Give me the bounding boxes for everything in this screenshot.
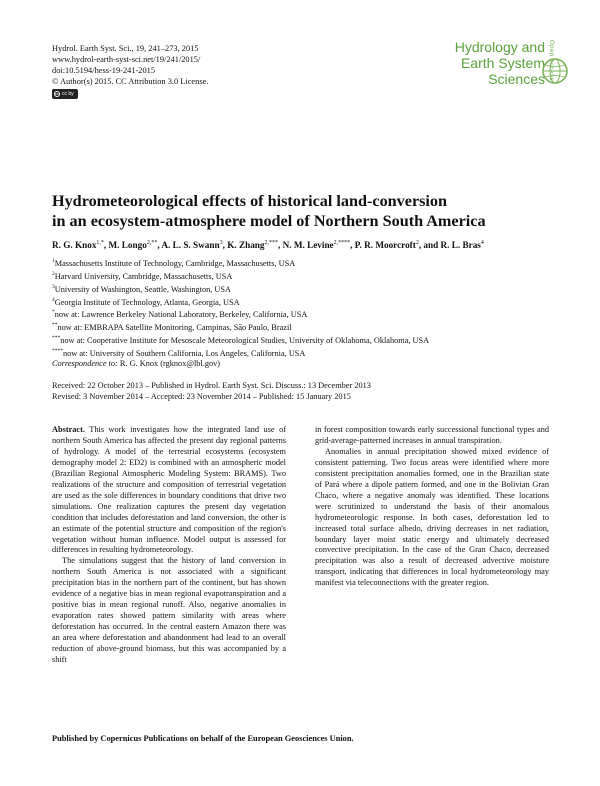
author-name: M. Longo: [108, 240, 147, 251]
journal-name-line-2: Earth System: [460, 55, 545, 71]
affiliation: [52, 269, 429, 282]
affiliation-text: University of Washington, Seattle, Washington, USA: [54, 284, 232, 294]
affiliation-mark: **: [52, 322, 58, 329]
author-mark: 2,****: [333, 240, 351, 246]
globe-icon: [540, 56, 570, 86]
author-name: R. L. Bras: [440, 240, 481, 251]
affiliation-mark: ***: [52, 335, 61, 342]
journal-meta: [52, 43, 208, 99]
cc-license-badge[interactable]: [52, 89, 78, 99]
affiliation-mark: 3: [52, 283, 55, 290]
author-name: N. M. Levine: [282, 240, 334, 251]
cc-icon: cc: [55, 91, 59, 96]
open-access-label: Open Access: [548, 40, 554, 81]
author-name: P. R. Moorcroft: [354, 240, 416, 251]
author-mark: 1,*: [96, 240, 104, 246]
author-mark: 3: [219, 240, 223, 246]
author-mark: 2,**: [146, 240, 158, 246]
revised-line: Revised: 3 November 2014 – Accepted: 23 November 2014 – Published: 15 January 2015: [52, 392, 351, 401]
affiliation: [52, 320, 429, 333]
affiliation-mark: 2: [52, 270, 55, 277]
affiliation-text: Harvard University, Cambridge, Massachusetts, USA: [54, 271, 233, 281]
copyright: © Author(s) 2015. CC Attribution 3.0 License.: [52, 77, 209, 86]
abstract-paragraph-2: The simulations suggest that the history of land conversion in northern South America is not associated with a significant precipitation bias in the northern part of the continent, but has shown evidence of a negative bias in mean regional evapotranspiration and a positive bias in mean regional runoff. Also, negative anomalies in evaporation rates showed pattern similarity with areas where deforestation has occurred. In the central eastern Amazon there was an area where deforestation and abandonment had lead to an overall reduction of above-ground biomass, but this was accompanied by a shift: [52, 556, 286, 665]
author-mark: 4: [480, 240, 484, 246]
journal-name-line-1: Hydrology and: [454, 39, 545, 55]
paper-title: [52, 191, 552, 231]
right-column: [315, 425, 549, 589]
affiliation-text: Massachusetts Institute of Technology, Cambridge, Massachusetts, USA: [54, 258, 296, 268]
cc-badge-text: cc by: [62, 90, 74, 97]
correspondence-label: Correspondence to:: [52, 359, 118, 368]
author-name: K. Zhang: [227, 240, 265, 251]
author-name: R. G. Knox: [52, 240, 97, 251]
affiliation-mark: *: [52, 309, 55, 316]
received-line: Received: 22 October 2013 – Published in Hydrol. Earth Syst. Sci. Discuss.: 13 December 2013: [52, 381, 371, 390]
affiliation: [52, 307, 429, 320]
affiliation-mark: 4: [52, 296, 55, 303]
affiliation: [52, 256, 429, 269]
publisher-footer: Published by Copernicus Publications on behalf of the European Geosciences Union.: [52, 734, 354, 743]
publication-dates: [52, 380, 371, 402]
left-column: [52, 425, 286, 666]
abstract-paragraph-3: in forest composition towards early successional functional types and grid-average-patterned increases in annual transpiration.: [315, 425, 549, 445]
correspondence: [52, 359, 220, 368]
correspondence-contact[interactable]: R. G. Knox (rgknox@lbl.gov): [119, 359, 221, 368]
journal-logo-text: [455, 39, 545, 87]
affiliation: [52, 346, 429, 359]
citation: Hydrol. Earth Syst. Sci., 19, 241–273, 2015: [52, 44, 199, 53]
affiliation-text: now at: Lawrence Berkeley National Laboratory, Berkeley, California, USA: [54, 310, 308, 320]
affiliation-list: [52, 256, 429, 359]
abstract-paragraph-4: Anomalies in annual precipitation showed mixed evidence of consistent patterning. Two focus areas were identified where more consistent precipitation anomalies formed, one in the Brazilian state of Pará where a dipole pattern formed, and one in the Bolivian Gran Chaco, where a negative anomaly was identified. These locations were scrutinized to understand the basis of their anomalous hydrometeorologic response. In both cases, deforestation led to increased total surface albedo, driving decreases in net radiation, boundary layer moist static energy and ultimately decreased convective precipitation. In the case of the Gran Chaco, decreased precipitation was also a result of decreased advective moisture transport, indicating that differences in local hydrometeorology may manifest via teleconnections with the greater region.: [315, 446, 549, 588]
author-mark: 2,***: [264, 240, 278, 246]
affiliation-text: Georgia Institute of Technology, Atlanta, Georgia, USA: [54, 297, 240, 307]
affiliation: [52, 333, 429, 346]
author-list: R. G. Knox$^{1,*}$, M. Longo$^{2,**}$, A. L. S. Swann$^3$, K. Zhang$^{2,***}$, N. M. Levine$^{2,****}$, P. R. Moorcroft$^2$, and R. L. Bras$^4$: [52, 240, 484, 251]
affiliation-text: now at: University of Southern California, Los Angeles, California, USA: [63, 348, 306, 358]
affiliation: [52, 282, 429, 295]
affiliation-mark: 1: [52, 258, 55, 264]
journal-name-line-3: Sciences: [488, 71, 545, 87]
affiliation-mark: ****: [52, 348, 63, 355]
abstract-label: Abstract.: [52, 425, 85, 434]
author-name: A. L. S. Swann: [161, 240, 220, 251]
title-line-1: Hydrometeorological effects of historical land-conversion: [52, 192, 448, 210]
abstract-paragraph-1: [52, 425, 286, 556]
affiliation: [52, 295, 429, 308]
affiliation-text: now at: Cooperative Institute for Mesoscale Meteorological Studies, University of Oklahoma, Oklahoma, USA: [60, 335, 430, 345]
article-url[interactable]: www.hydrol-earth-syst-sci.net/19/241/2015/: [52, 55, 201, 64]
title-line-2: in an ecosystem-atmosphere model of Northern South America: [52, 212, 486, 230]
doi[interactable]: doi:10.5194/hess-19-241-2015: [52, 66, 156, 75]
abstract-text: This work investigates how the integrated land use of northern South America has affected the present day regional patterns of hydrology. A model of the terrestrial ecosystems (ecosystem demography model 2: ED2) is combined with an atmospheric model (Brazilian Regional Atmospheric Modeling System: BRAMS). Two realizations of the structure and composition of terrestrial vegetation are used as the sole differences in boundary conditions that drive two simulations. One realization captures the present day vegetation condition that includes deforestation and land conversion, the other is an estimate of the potential structure and composition of the region's vegetation without human influence. Model output is assessed for differences in resulting hydrometeorology.: [52, 425, 286, 555]
affiliation-text: now at: EMBRAPA Satellite Monitoring, Campinas, São Paulo, Brazil: [57, 323, 292, 333]
author-mark: 2: [415, 240, 419, 246]
